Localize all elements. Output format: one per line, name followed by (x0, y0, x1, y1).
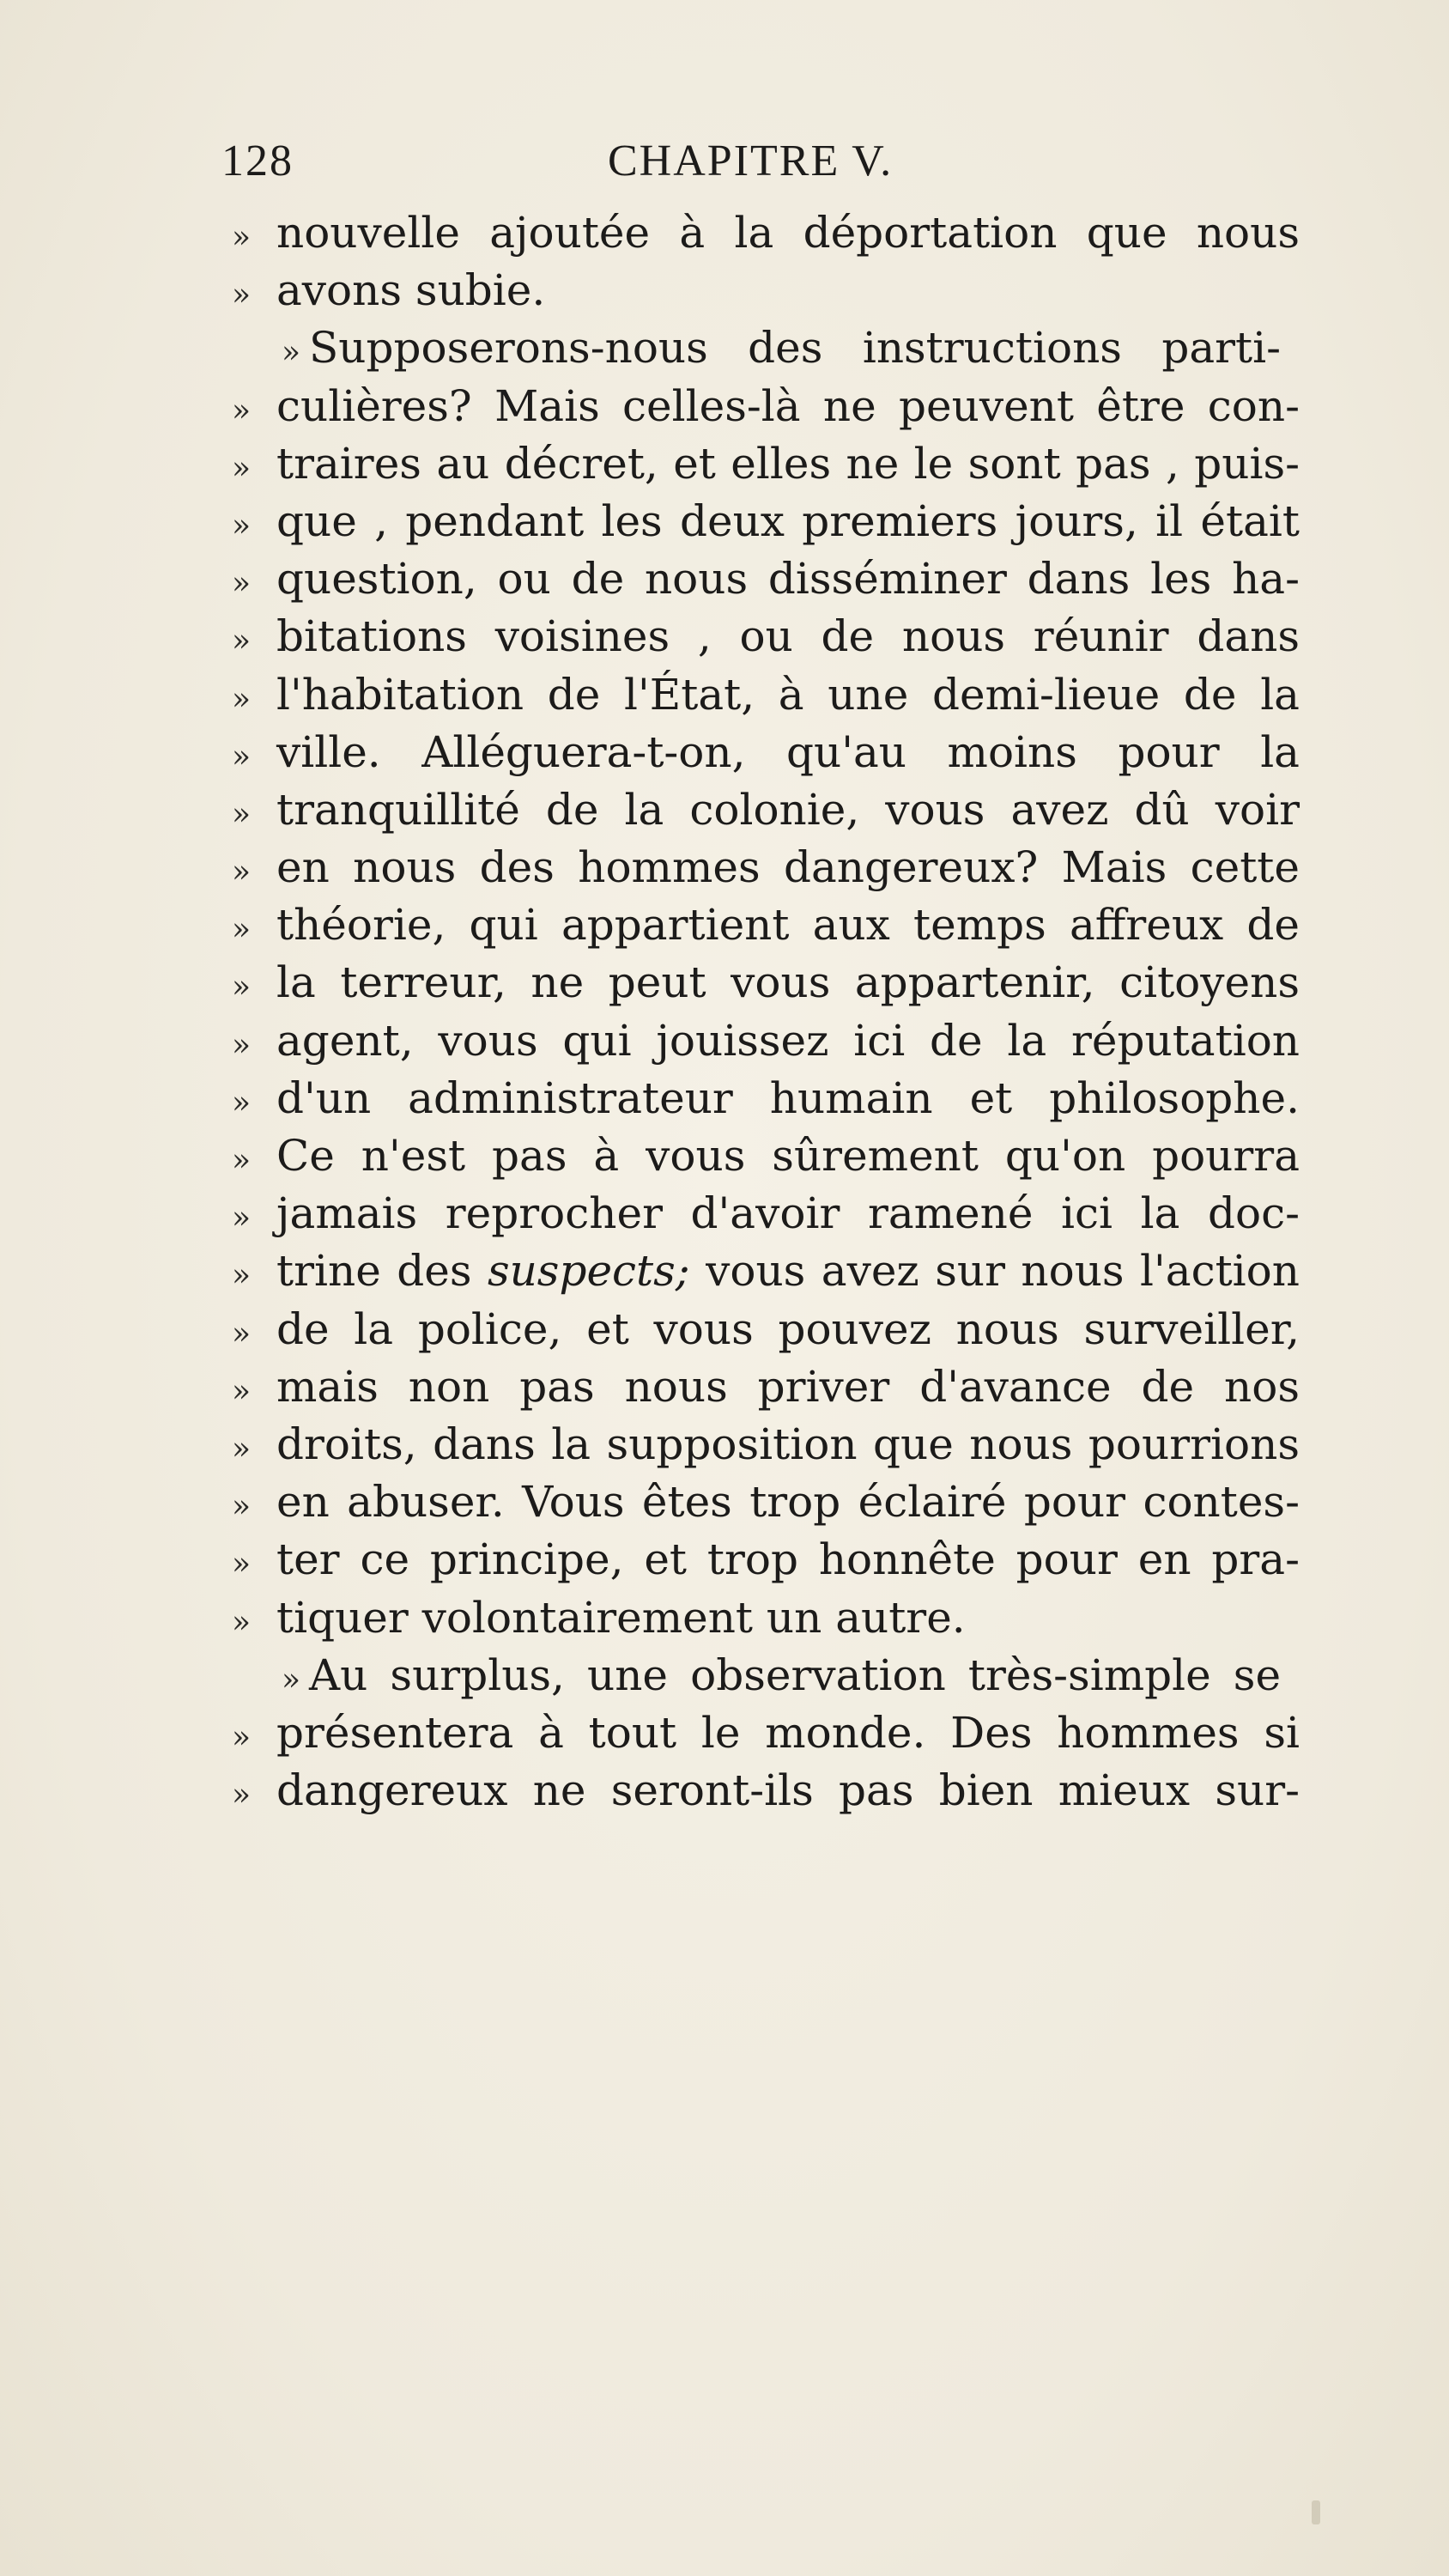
line-text: nouvelle ajoutée à la déportation que nous (276, 208, 1300, 258)
line-text: la terreur, ne peut vous appartenir, citoyens (276, 957, 1300, 1008)
quote-mark: » (232, 854, 252, 890)
line-text: jamais reprocher d'avoir ramené ici la doc- (276, 1188, 1300, 1239)
quote-mark: » (232, 220, 252, 255)
page-number: 128 (221, 137, 294, 185)
text-line (232, 1242, 1348, 1300)
text-line (232, 1127, 1348, 1185)
quote-mark: » (232, 1719, 252, 1755)
quote-mark: » (232, 969, 252, 1005)
line-text: Ce n'est pas à vous sûrement qu'on pourra (276, 1131, 1300, 1181)
text-line (232, 550, 1348, 608)
text-line (232, 1185, 1348, 1242)
quote-mark: » (232, 1084, 252, 1121)
line-text (276, 1242, 1300, 1300)
text-line (232, 1647, 1348, 1704)
running-head (221, 136, 1337, 196)
text-line (232, 1301, 1348, 1358)
quote-mark: » (232, 1604, 252, 1640)
text-line (232, 435, 1348, 493)
text-line (232, 493, 1348, 550)
quote-mark: » (232, 1431, 252, 1467)
line-text: culières? Mais celles-là ne peuvent être con- (276, 380, 1300, 431)
text-line (232, 1589, 1348, 1647)
quote-mark: » (232, 796, 252, 832)
quote-mark: » (232, 450, 252, 486)
quote-mark: » (232, 1777, 252, 1814)
line-text: présentera à tout le monde. Des hommes si (276, 1707, 1300, 1758)
line-text: traires au décret, et elles ne le sont pas , puis- (276, 438, 1300, 489)
text-line (232, 204, 1348, 262)
text-line (232, 378, 1348, 435)
quote-mark: » (232, 1546, 252, 1583)
line-text-segment: trine des (276, 1246, 488, 1297)
line-text: Au surplus, une observation très-simple se (309, 1649, 1282, 1700)
quote-mark: » (232, 1489, 252, 1525)
line-text: théorie, qui appartient aux temps affreux de (276, 900, 1300, 951)
line-text: tiquer volontairement un autre. (276, 1592, 966, 1643)
text-line (232, 1531, 1348, 1589)
quote-mark: » (232, 738, 252, 775)
quote-mark: » (282, 335, 301, 371)
line-text: dangereux ne seront-ils pas bien mieux sur- (276, 1765, 1300, 1816)
text-line (232, 1358, 1348, 1416)
quote-mark: » (232, 392, 252, 428)
quote-mark: » (232, 507, 252, 544)
quote-mark: » (232, 1027, 252, 1063)
line-text: question, ou de nous disséminer dans les ha- (276, 554, 1300, 605)
chapter-title: CHAPITRE V. (608, 137, 894, 185)
line-text: l'habitation de l'État, à une demi-lieue de la (276, 669, 1300, 720)
line-text: mais non pas nous priver d'avance de nos (276, 1361, 1300, 1412)
text-line (232, 839, 1348, 896)
line-text: que , pendant les deux premiers jours, il était (276, 495, 1300, 546)
quote-mark: » (232, 1258, 252, 1294)
line-text: en nous des hommes dangereux? Mais cette (276, 842, 1300, 893)
line-text: ville. Alléguera-t-on, qu'au moins pour la (276, 726, 1300, 777)
text-line (232, 1070, 1348, 1127)
line-text: agent, vous qui jouissez ici de la réputation (276, 1015, 1300, 1066)
quote-mark: » (282, 1662, 301, 1698)
line-text: d'un administrateur humain et philosophe. (276, 1072, 1300, 1123)
line-text: bitations voisines , ou de nous réunir dans (276, 611, 1300, 662)
line-text: droits, dans la supposition que nous pourrions (276, 1419, 1300, 1469)
line-text: Supposerons-nous des instructions parti- (309, 323, 1282, 374)
quote-mark: » (232, 1315, 252, 1352)
text-line (232, 1762, 1348, 1820)
italic-word: suspects; (487, 1246, 690, 1297)
text-body (232, 204, 1348, 1820)
quote-mark: » (232, 566, 252, 602)
text-line (232, 1416, 1348, 1473)
line-text: en abuser. Vous êtes trop éclairé pour contes- (276, 1477, 1300, 1528)
text-line (232, 896, 1348, 954)
text-line (232, 1012, 1348, 1070)
line-text: de la police, et vous pouvez nous surveiller, (276, 1303, 1300, 1354)
quote-mark: » (232, 681, 252, 717)
text-line (232, 954, 1348, 1012)
text-line (232, 1704, 1348, 1762)
text-line (232, 724, 1348, 781)
text-line (232, 262, 1348, 319)
text-line (232, 608, 1348, 665)
line-text-segment: vous avez sur nous l'action (689, 1246, 1300, 1297)
text-line (232, 1473, 1348, 1531)
quote-mark: » (232, 1143, 252, 1178)
text-line (232, 781, 1348, 839)
paper-speck (1312, 2500, 1320, 2524)
line-text: ter ce principe, et trop honnête pour en pra- (276, 1534, 1300, 1585)
line-text: avons subie. (276, 265, 546, 316)
text-line (232, 666, 1348, 724)
quote-mark: » (232, 1200, 252, 1236)
text-line (232, 319, 1348, 377)
quote-mark: » (232, 912, 252, 948)
quote-mark: » (232, 623, 252, 659)
line-text: tranquillité de la colonie, vous avez dû voir (276, 784, 1300, 835)
quote-mark: » (232, 277, 252, 313)
quote-mark: » (232, 1373, 252, 1409)
